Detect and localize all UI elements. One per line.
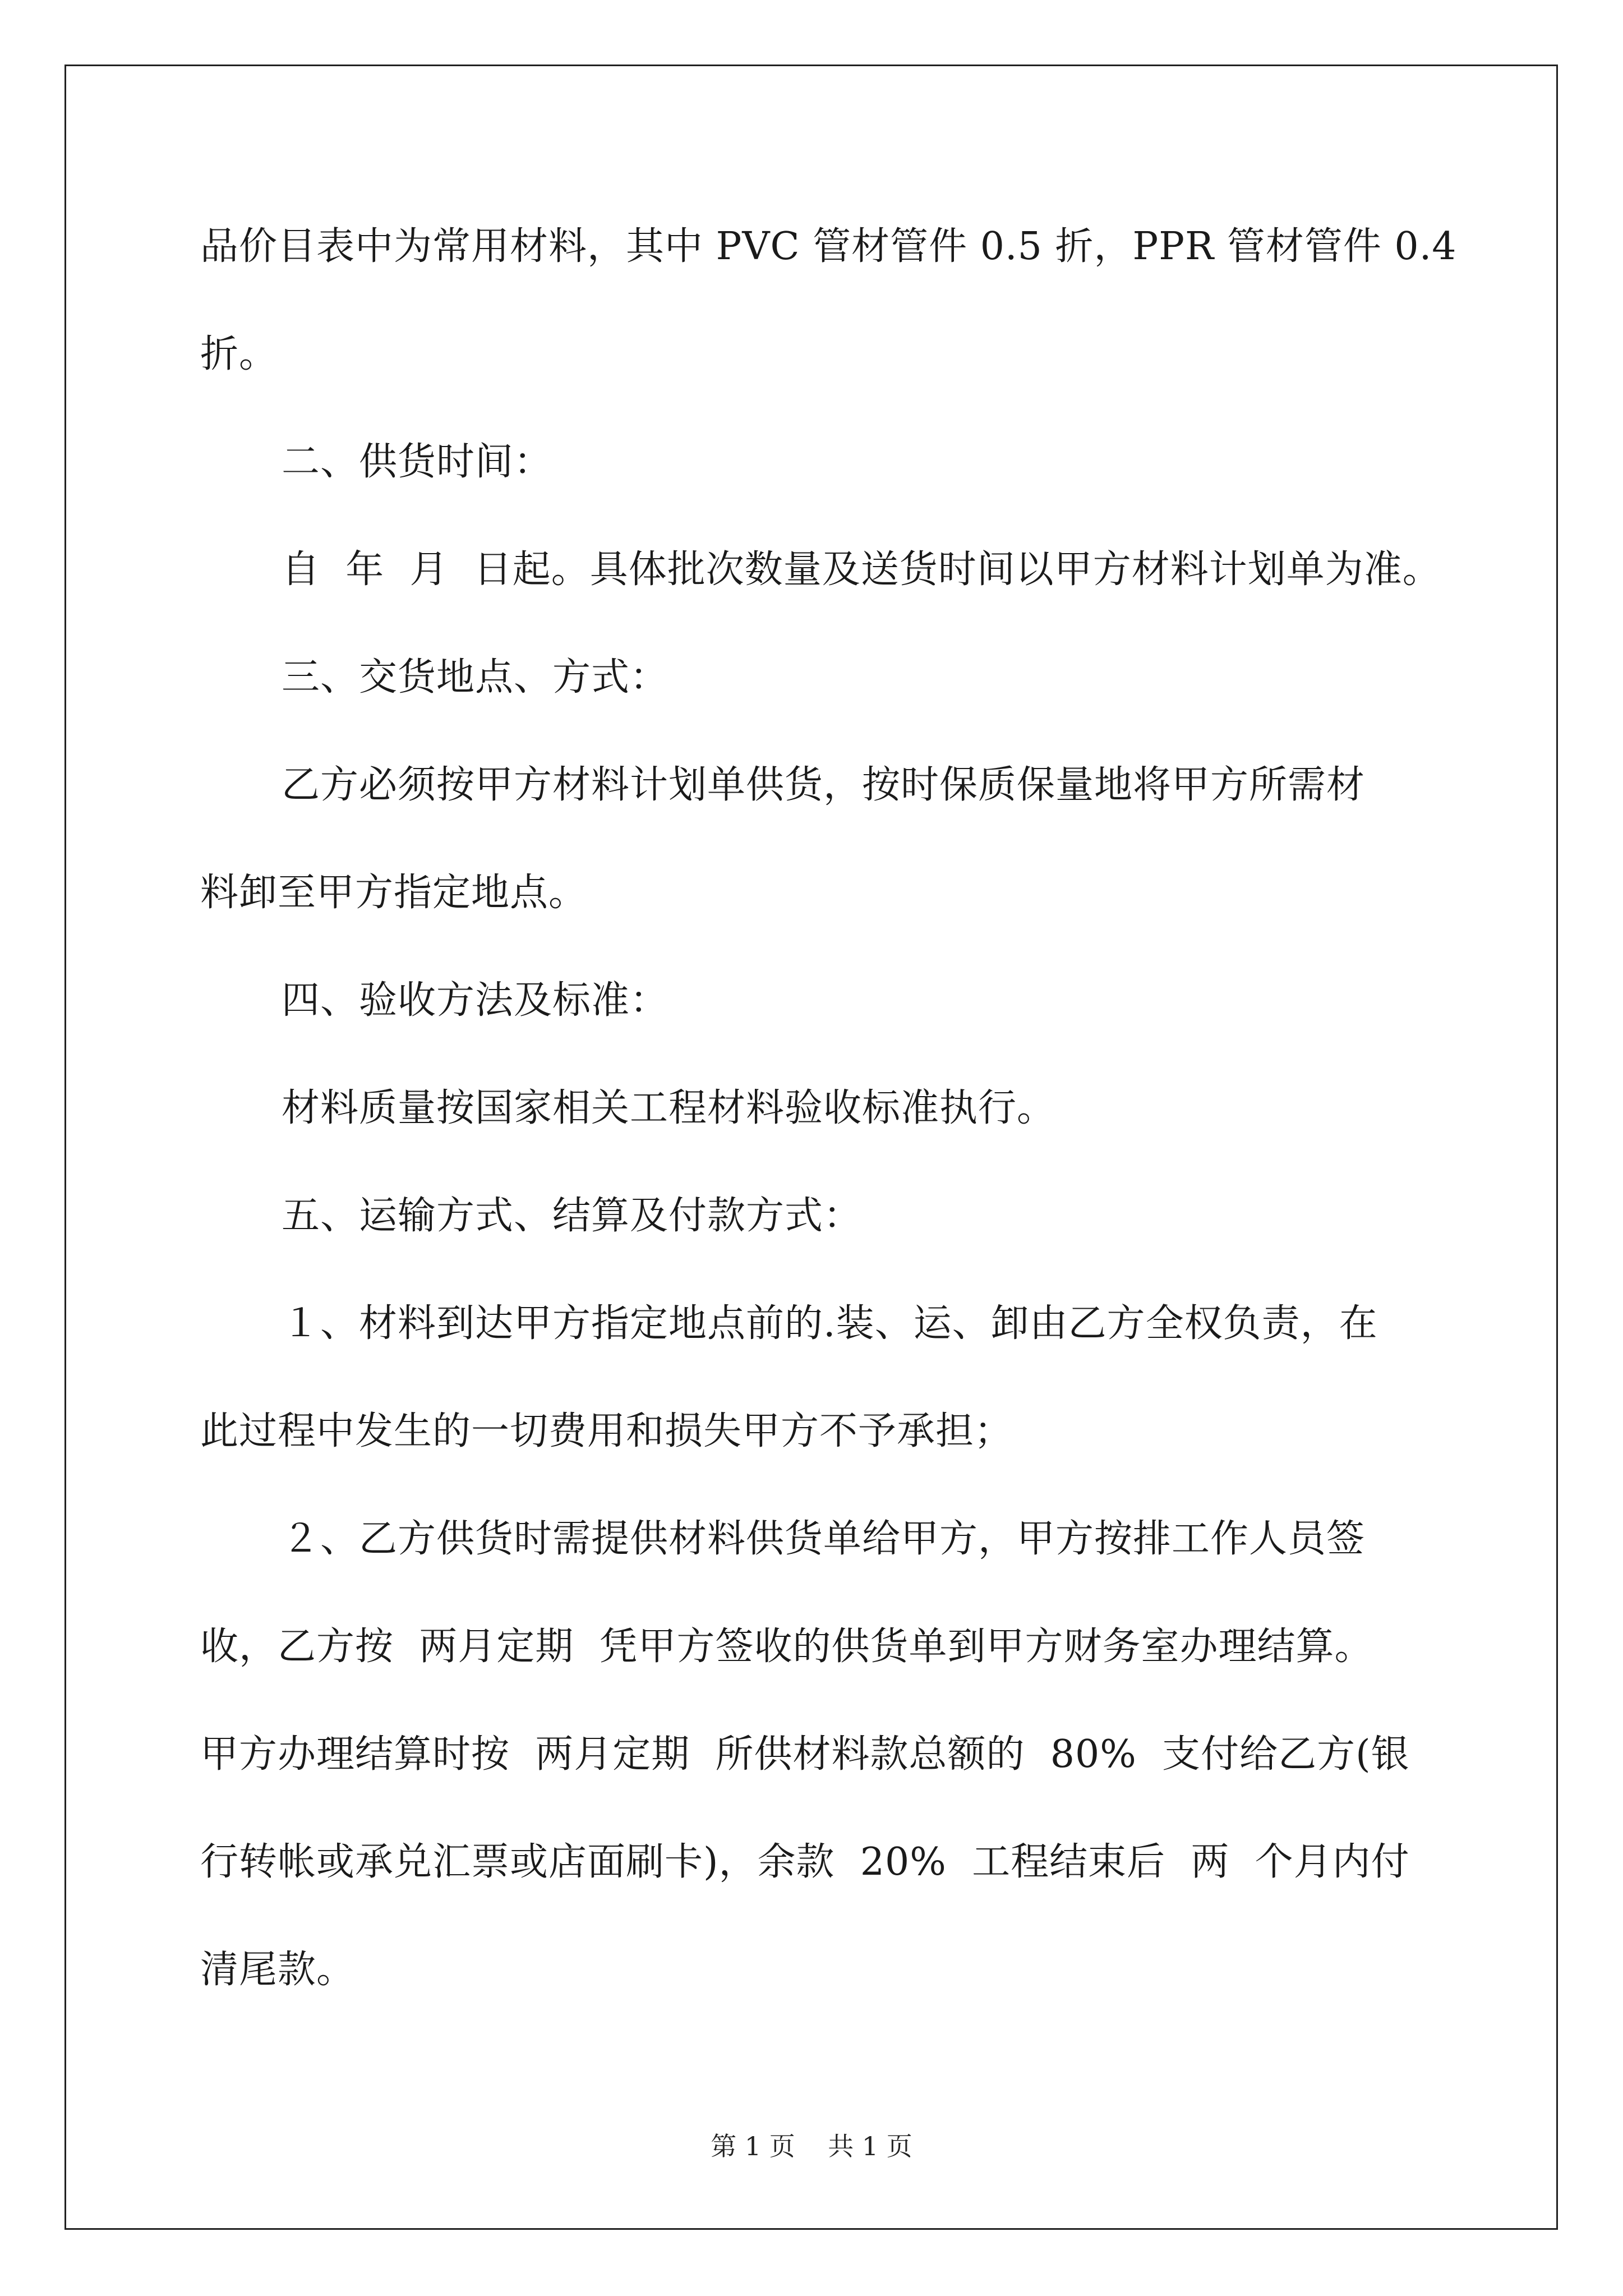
text-line: 料卸至甲方指定地点。	[200, 871, 588, 915]
text-line: 乙方必须按甲方材料计划单供货，按时保质保量地将甲方所需材	[282, 763, 1366, 807]
text-line: 甲方办理结算时按 两月定期 所供材料款总额的 80% 支付给乙方(银	[200, 1732, 1410, 1777]
text-line: 清尾款。	[200, 1948, 356, 1992]
section-heading: 二、供货时间：	[282, 440, 553, 484]
text-line: 品价目表中为常用材料，其中 PVC 管材管件 0.5 折，PPR 管材管件 0.4	[200, 224, 1457, 269]
text-line: ２、乙方供货时需提供材料供货单给甲方，甲方按排工作人员签	[282, 1517, 1366, 1561]
section-heading: 三、交货地点、方式：	[282, 655, 669, 700]
text-line: 折。	[200, 332, 278, 376]
section-heading: 四、验收方法及标准：	[282, 978, 669, 1023]
text-line: 材料质量按国家相关工程材料验收标准执行。	[282, 1086, 1056, 1130]
page-footer: 第 1 页 共 1 页	[711, 2131, 912, 2161]
text-line: １、材料到达甲方指定地点前的.装、运、卸由乙方全权负责，在	[282, 1301, 1378, 1346]
text-line: 行转帐或承兑汇票或店面刷卡)，余款 20% 工程结束后 两 个月内付	[200, 1840, 1410, 1884]
text-line: 自 年 月 日起。具体批次数量及送货时间以甲方材料计划单为准。	[282, 547, 1441, 592]
document-body	[200, 213, 1457, 2044]
text-line: 此过程中发生的一切费用和损失甲方不予承担；	[200, 1409, 1013, 1453]
text-line: 收，乙方按 两月定期 凭甲方签收的供货单到甲方财务室办理结算。	[200, 1625, 1373, 1669]
section-heading: 五、运输方式、结算及付款方式：	[282, 1194, 863, 1238]
